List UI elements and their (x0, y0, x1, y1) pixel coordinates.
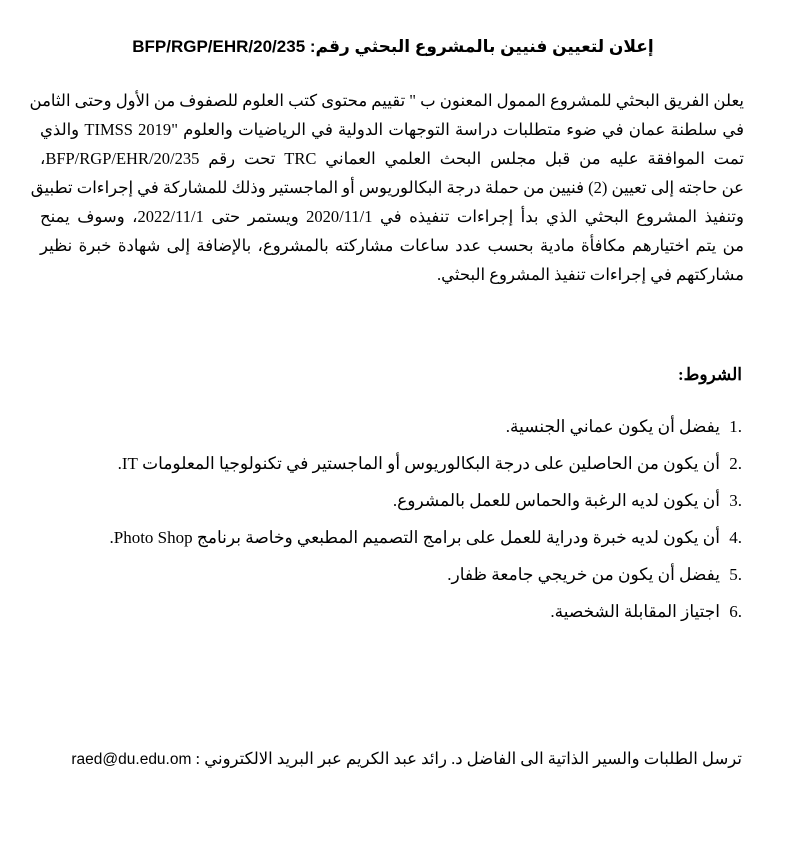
footer-text: ترسل الطلبات والسير الذاتية الى الفاضل د. رائد عبد الكريم عبر البريد الالكتروني : (195, 749, 742, 768)
condition-text: أن يكون لديه الرغبة والحماس للعمل بالمشروع. (392, 491, 720, 510)
conditions-heading: الشروط: (677, 365, 742, 384)
condition-item-6 (40, 593, 742, 630)
condition-number: 4. (729, 528, 742, 547)
contact-footer (40, 745, 742, 774)
condition-item-5 (40, 556, 742, 593)
condition-item-1 (40, 408, 742, 445)
condition-item-3 (40, 482, 742, 519)
condition-number: 2. (729, 454, 742, 473)
condition-item-2 (40, 445, 742, 482)
body-line-7: مشاركتهم في إجراءات تنفيذ المشروع البحثي. (436, 265, 744, 284)
contact-email-link[interactable]: raed@du.edu.om (71, 751, 192, 768)
condition-number: 1. (729, 417, 742, 436)
condition-text: أن يكون لديه خبرة ودراية للعمل على برامج التصميم المطبعي وخاصة برنامج Photo Shop. (109, 528, 720, 547)
body-line-2: في سلطنة عمان في ضوء متطلبات دراسة التوجهات الدولية في الرياضيات والعلوم "TIMSS 2019 والذي (40, 120, 744, 139)
condition-number: 3. (729, 491, 742, 510)
condition-text: أن يكون من الحاصلين على درجة البكالوريوس أو الماجستير في تكنولوجيا المعلومات IT. (117, 454, 720, 473)
condition-item-4 (40, 519, 742, 556)
condition-text: يفضل أن يكون عماني الجنسية. (505, 417, 720, 436)
conditions-list (40, 408, 742, 630)
body-line-1: يعلن الفريق البحثي للمشروع الممول المعنون ب " تقييم محتوى كتب العلوم للصفوف من الأول وحتى الثامن (29, 91, 744, 110)
body-line-5: وتنفيذ المشروع البحثي الذي بدأ إجراءات تنفيذه في 2020/11/1 ويستمر حتى 2022/11/1، وسوف يمنح (40, 207, 744, 226)
condition-text: اجتياز المقابلة الشخصية. (550, 602, 720, 621)
condition-number: 6. (729, 602, 742, 621)
condition-text: يفضل أن يكون من خريجي جامعة ظفار. (447, 565, 720, 584)
announcement-body (29, 86, 744, 289)
document-title: إعلان لتعيين فنيين بالمشروع البحثي رقم: BFP/RGP/EHR/20/235 (132, 37, 654, 56)
condition-number: 5. (729, 565, 742, 584)
body-line-4: عن حاجته إلى تعيين (2) فنيين من حملة درجة البكالوريوس أو الماجستير وذلك للمشاركة في إجراءات تطبيق (30, 178, 744, 197)
body-line-6: من يتم اختيارهم مكافأة مادية بحسب عدد ساعات مشاركته بالمشروع، بالإضافة إلى شهادة خبرة نظير (40, 236, 744, 255)
body-line-3: تمت الموافقة عليه من قبل مجلس البحث العلمي العماني TRC تحت رقم BFP/RGP/EHR/20/235، (40, 149, 744, 168)
